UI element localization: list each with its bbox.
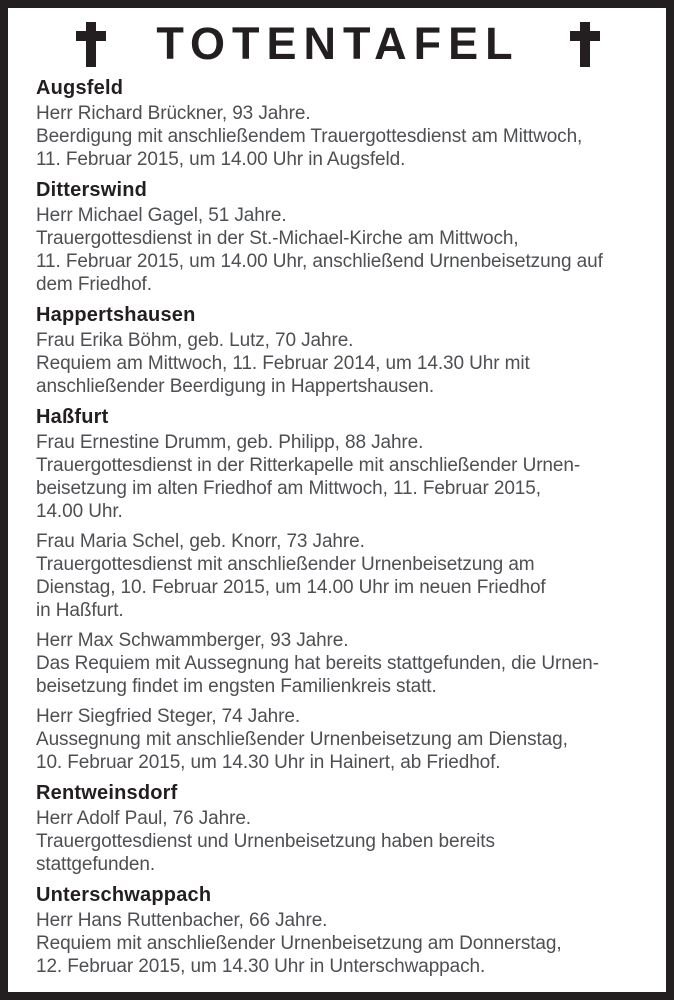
notice-line: Herr Max Schwammberger, 93 Jahre. — [36, 630, 349, 651]
notice-line: anschließender Beerdigung in Happertshausen. — [36, 376, 435, 397]
notice-line: dem Friedhof. — [36, 274, 152, 295]
town-heading: Ditterswind — [36, 179, 148, 201]
notice-line: beisetzung findet im engsten Familienkreis statt. — [36, 676, 437, 697]
town-heading: Augsfeld — [36, 77, 124, 99]
masthead — [36, 20, 640, 68]
town-section-ditterswind — [36, 179, 640, 296]
notice-line: stattgefunden. — [36, 854, 156, 875]
notice-line: Herr Siegfried Steger, 74 Jahre. — [36, 706, 300, 727]
notice-line: Frau Erika Böhm, geb. Lutz, 70 Jahre. — [36, 330, 354, 351]
death-notice-entry — [36, 807, 640, 876]
death-notice-entry — [36, 909, 640, 978]
death-notice-entry — [36, 204, 640, 296]
death-notice-entry — [36, 705, 640, 774]
notice-line: 11. Februar 2015, um 14.00 Uhr, anschließend Urnenbeisetzung auf — [36, 251, 603, 272]
notice-line: in Haßfurt. — [36, 600, 124, 621]
town-section-rentweinsdorf — [36, 782, 640, 876]
notice-line: 12. Februar 2015, um 14.30 Uhr in Unterschwappach. — [36, 956, 486, 977]
town-section-augsfeld — [36, 77, 640, 171]
notice-line: 11. Februar 2015, um 14.00 Uhr in Augsfeld. — [36, 149, 406, 170]
notice-line: Herr Richard Brückner, 93 Jahre. — [36, 103, 311, 124]
town-heading: Rentweinsdorf — [36, 782, 178, 804]
town-heading: Haßfurt — [36, 406, 109, 428]
notice-line: Trauergottesdienst in der St.-Michael-Kirche am Mittwoch, — [36, 228, 519, 249]
town-section-unterschwappach — [36, 884, 640, 978]
notice-line: Trauergottesdienst und Urnenbeisetzung haben bereits — [36, 831, 495, 852]
town-heading: Unterschwappach — [36, 884, 212, 906]
notice-line: 10. Februar 2015, um 14.30 Uhr in Hainert, ab Friedhof. — [36, 752, 501, 773]
death-notice-entry — [36, 102, 640, 171]
death-notice-entry — [36, 530, 640, 622]
notice-line: Trauergottesdienst in der Ritterkapelle mit anschließender Urnen- — [36, 455, 581, 476]
notice-line: Trauergottesdienst mit anschließender Urnenbeisetzung am — [36, 554, 535, 575]
notice-line: Frau Maria Schel, geb. Knorr, 73 Jahre. — [36, 531, 365, 552]
notice-line: Requiem mit anschließender Urnenbeisetzung am Donnerstag, — [36, 933, 562, 954]
notice-line: Beerdigung mit anschließendem Trauergottesdienst am Mittwoch, — [36, 126, 583, 147]
death-notice-entry — [36, 629, 640, 698]
town-section-happertshausen — [36, 304, 640, 398]
town-section-hassfurt — [36, 406, 640, 774]
death-notice-entry — [36, 329, 640, 398]
notice-line: Dienstag, 10. Februar 2015, um 14.00 Uhr im neuen Friedhof — [36, 577, 546, 598]
town-heading: Happertshausen — [36, 304, 196, 326]
notice-line: Frau Ernestine Drumm, geb. Philipp, 88 Jahre. — [36, 432, 424, 453]
notice-line: Das Requiem mit Aussegnung hat bereits stattgefunden, die Urnen- — [36, 653, 599, 674]
notice-line: Herr Michael Gagel, 51 Jahre. — [36, 205, 287, 226]
page-title: TOTENTAFEL — [156, 18, 520, 69]
notice-line: Herr Hans Ruttenbacher, 66 Jahre. — [36, 910, 328, 931]
notice-line: Requiem am Mittwoch, 11. Februar 2014, um 14.30 Uhr mit — [36, 353, 530, 374]
notice-line: beisetzung im alten Friedhof am Mittwoch, 11. Februar 2015, — [36, 478, 541, 499]
notice-line: 14.00 Uhr. — [36, 501, 123, 522]
cross-icon — [570, 22, 600, 67]
death-notice-entry — [36, 431, 640, 523]
notice-line: Herr Adolf Paul, 76 Jahre. — [36, 808, 251, 829]
cross-icon — [76, 22, 106, 67]
notice-line: Aussegnung mit anschließender Urnenbeisetzung am Dienstag, — [36, 729, 568, 750]
